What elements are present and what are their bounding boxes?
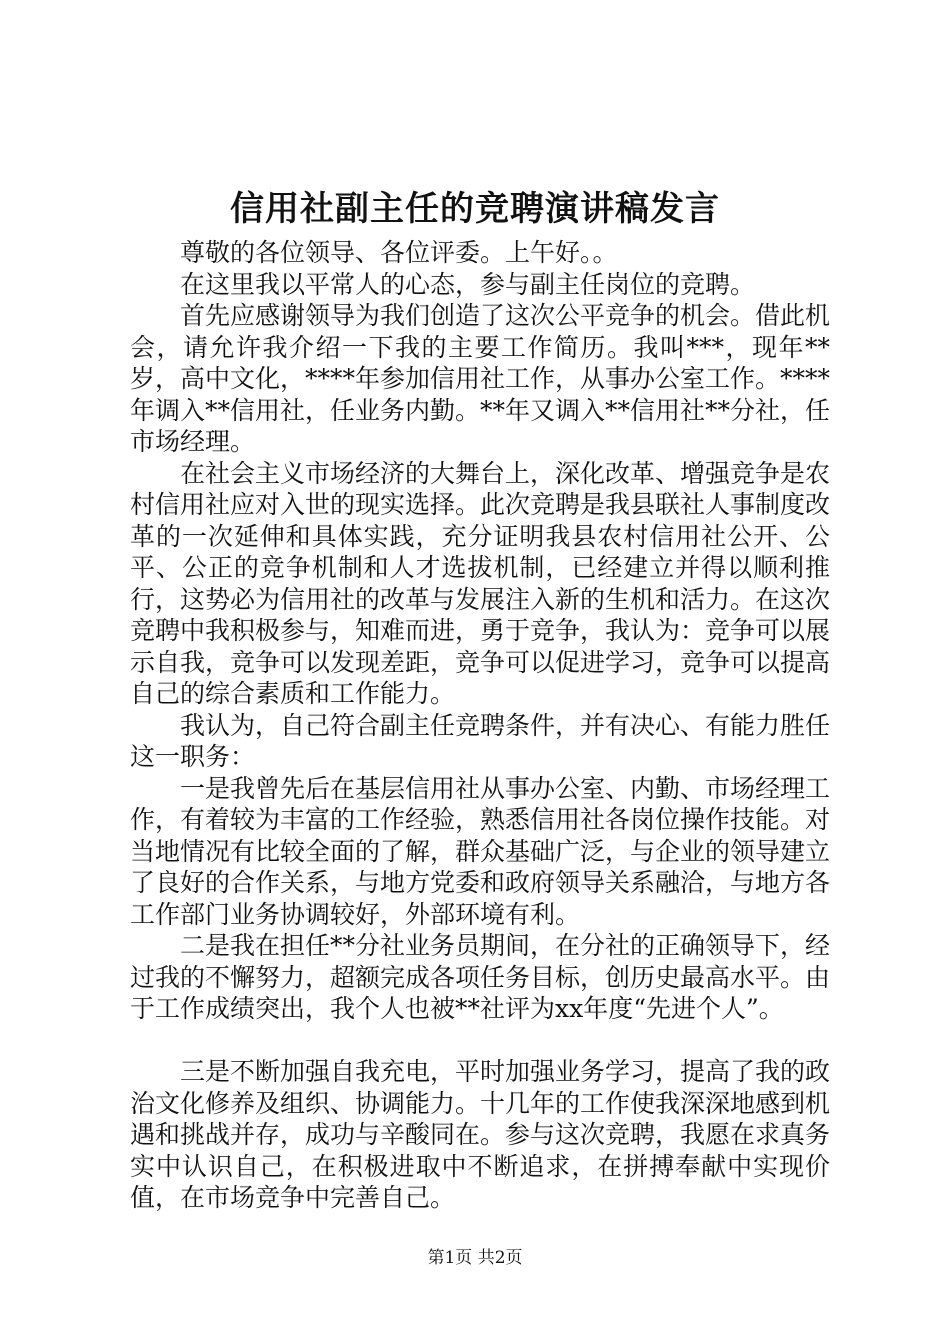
paragraph-resume: 首先应感谢领导为我们创造了这次公平竞争的机会。借此机会，请允许我介绍一下我的主要工作简历。我叫***，现年**岁，高中文化，****年参加信用社工作，从事办公室工作。****年调入**信用社，任业务内勤。**年又调入**信用社**分社，任市场经理。 [130,301,831,456]
paragraph-reform: 在社会主义市场经济的大舞台上，深化改革、增强竞争是农村信用社应对入世的现实选择。此次竞聘是我县联社人事制度改革的一次延伸和具体实践，充分证明我县农村信用社公开、公平、公正的竞争机制和人才选拔机制，已经建立并得以顺利推行，这势必为信用社的改革与发展注入新的生机和活力。在这次竞聘中我积极参与，知难而进，勇于竞争，我认为：竞争可以展示自我，竞争可以发现差距，竞争可以促进学习，竞争可以提高自己的综合素质和工作能力。 [130,458,831,708]
document-body [130,237,830,1214]
paragraph-point-three: 三是不断加强自我充电，平时加强业务学习，提高了我的政治文化修养及组织、协调能力。十几年的工作使我深深地感到机遇和挑战并存，成功与辛酸同在。参与这次竞聘，我愿在求真务实中认识自己，在积极进取中不断追求，在拼搏奉献中实现价值，在市场竞争中完善自己。 [130,1057,831,1212]
page-number-footer: 第1页 共2页 [427,1248,523,1268]
paragraph-qualification: 我认为，自己符合副主任竞聘条件，并有决心、有能力胜任这一职务： [130,710,831,771]
paragraph-point-two: 二是我在担任**分社业务员期间，在分社的正确领导下，经过我的不懈努力，超额完成各项任务目标，创历史最高水平。由于工作成绩突出，我个人也被**社评为xx年度“先进个人”。 [130,931,831,1023]
paragraph-greeting: 尊敬的各位领导、各位评委。上午好。。 [180,238,618,267]
document-title: 信用社副主任的竞聘演讲稿发言 [230,189,720,229]
paragraph-point-one: 一是我曾先后在基层信用社从事办公室、内勤、市场经理工作，有着较为丰富的工作经验，熟悉信用社各岗位操作技能。对当地情况有比较全面的了解，群众基础广泛，与企业的领导建立了良好的合作关系，与地方党委和政府领导关系融洽，与地方各工作部门业务协调较好，外部环境有利。 [130,773,831,929]
paragraph-intro: 在这里我以平常人的心态，参与副主任岗位的竞聘。 [180,269,756,299]
